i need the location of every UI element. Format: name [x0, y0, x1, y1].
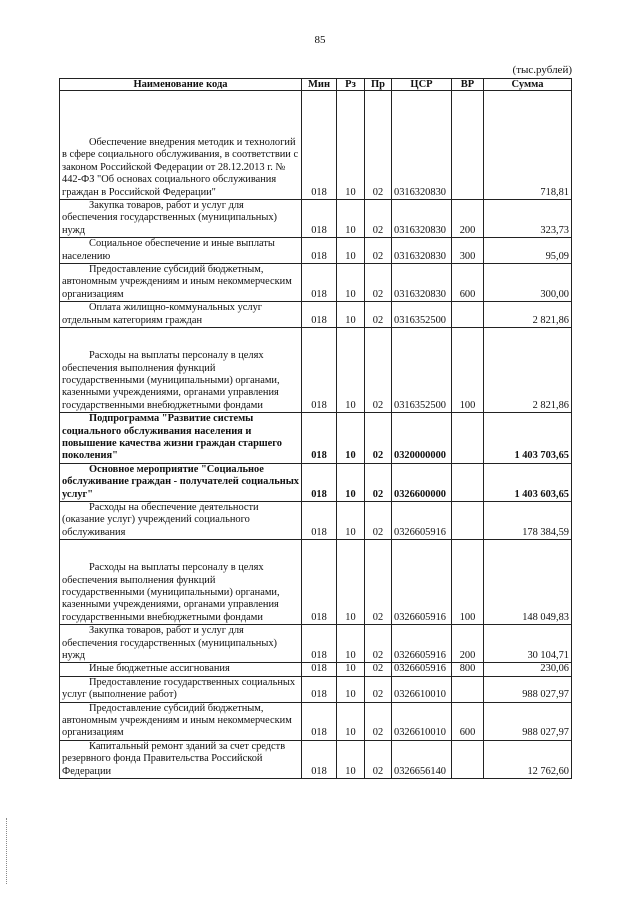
row-sum: 1 403 703,65 — [484, 413, 572, 464]
table-row — [60, 264, 572, 302]
row-csr: 0320000000 — [392, 413, 452, 464]
row-vr: 100 — [452, 540, 484, 625]
row-vr — [452, 91, 484, 200]
row-vr: 100 — [452, 328, 484, 413]
row-name: Подпрограмма "Развитие системы социального обслуживания населения и повышение качества жизни граждан старшего поколения" — [62, 413, 282, 462]
table-row — [60, 663, 572, 676]
row-name: Обеспечение внедрения методик и технологий в сфере социального обслуживания, в соответствии с законом Российской Федерации от 28.12.2013 г. № 442-ФЗ "Об основах социального обслуживания граждан в Российской Федерации" — [62, 137, 299, 198]
table-row — [60, 702, 572, 740]
row-pr: 02 — [365, 625, 392, 663]
row-rz: 10 — [337, 238, 365, 264]
header-min: Мин — [302, 79, 337, 91]
table-row — [60, 328, 572, 413]
row-rz: 10 — [337, 302, 365, 328]
table-row — [60, 91, 572, 200]
row-name: Социальное обеспечение и иные выплаты населению — [62, 238, 275, 262]
row-name: Основное мероприятие "Социальное обслуживание граждан - получателей социальных услуг" — [62, 463, 300, 500]
row-sum: 2 821,86 — [484, 328, 572, 413]
row-min: 018 — [302, 238, 337, 264]
header-rz: Рз — [337, 79, 365, 91]
row-vr: 800 — [452, 663, 484, 676]
row-sum: 30 104,71 — [484, 625, 572, 663]
budget-table — [59, 78, 572, 779]
row-min: 018 — [302, 264, 337, 302]
row-name: Расходы на обеспечение деятельности (оказание услуг) учреждений социального обслуживания — [62, 501, 259, 538]
row-csr: 0326610010 — [392, 676, 452, 702]
row-rz: 10 — [337, 540, 365, 625]
row-rz: 10 — [337, 463, 365, 501]
row-min: 018 — [302, 463, 337, 501]
row-name: Расходы на выплаты персоналу в целях обеспечения выполнения функций государственными (муниципальными) органами, казенными учреждениями, органами управления государственными внебюджетными фондами — [62, 350, 280, 411]
row-sum: 12 762,60 — [484, 740, 572, 778]
table-row — [60, 740, 572, 778]
row-vr: 600 — [452, 702, 484, 740]
row-name: Капитальный ремонт зданий за счет средств резервного фонда Правительства Российской Федерации — [62, 740, 286, 777]
table-row — [60, 238, 572, 264]
row-sum: 988 027,97 — [484, 676, 572, 702]
row-rz: 10 — [337, 200, 365, 238]
table-row — [60, 501, 572, 539]
header-name: Наименование кода — [60, 79, 302, 91]
row-min: 018 — [302, 625, 337, 663]
header-pr: Пр — [365, 79, 392, 91]
row-sum: 718,81 — [484, 91, 572, 200]
row-rz: 10 — [337, 625, 365, 663]
margin-scan-mark — [6, 818, 8, 884]
row-csr: 0326605916 — [392, 501, 452, 539]
row-csr: 0326605916 — [392, 663, 452, 676]
row-csr: 0316352500 — [392, 302, 452, 328]
row-sum: 988 027,97 — [484, 702, 572, 740]
row-name: Иные бюджетные ассигнования — [89, 663, 230, 675]
row-sum: 300,00 — [484, 264, 572, 302]
row-min: 018 — [302, 200, 337, 238]
row-pr: 02 — [365, 501, 392, 539]
table-row — [60, 302, 572, 328]
row-vr: 200 — [452, 200, 484, 238]
row-csr: 0326656140 — [392, 740, 452, 778]
row-rz: 10 — [337, 663, 365, 676]
row-sum: 2 821,86 — [484, 302, 572, 328]
table-row — [60, 540, 572, 625]
row-sum: 323,73 — [484, 200, 572, 238]
table-row — [60, 200, 572, 238]
row-min: 018 — [302, 540, 337, 625]
row-rz: 10 — [337, 91, 365, 200]
row-pr: 02 — [365, 463, 392, 501]
row-rz: 10 — [337, 413, 365, 464]
row-pr: 02 — [365, 663, 392, 676]
row-min: 018 — [302, 676, 337, 702]
row-vr — [452, 302, 484, 328]
header-sum: Сумма — [484, 79, 572, 91]
row-pr: 02 — [365, 740, 392, 778]
row-sum: 178 384,59 — [484, 501, 572, 539]
row-csr: 0326605916 — [392, 625, 452, 663]
row-pr: 02 — [365, 413, 392, 464]
row-min: 018 — [302, 91, 337, 200]
row-min: 018 — [302, 413, 337, 464]
row-csr: 0316352500 — [392, 328, 452, 413]
row-pr: 02 — [365, 540, 392, 625]
row-pr: 02 — [365, 91, 392, 200]
row-min: 018 — [302, 663, 337, 676]
table-row — [60, 413, 572, 464]
row-sum: 95,09 — [484, 238, 572, 264]
row-vr: 600 — [452, 264, 484, 302]
row-pr: 02 — [365, 264, 392, 302]
row-pr: 02 — [365, 302, 392, 328]
row-pr: 02 — [365, 702, 392, 740]
row-csr: 0316320830 — [392, 264, 452, 302]
row-rz: 10 — [337, 740, 365, 778]
header-vr: ВР — [452, 79, 484, 91]
row-csr: 0326600000 — [392, 463, 452, 501]
row-pr: 02 — [365, 200, 392, 238]
row-vr: 200 — [452, 625, 484, 663]
row-pr: 02 — [365, 676, 392, 702]
row-name: Закупка товаров, работ и услуг для обеспечения государственных (муниципальных) нужд — [62, 625, 278, 662]
units-note: (тыс.рублей) — [512, 64, 572, 76]
row-pr: 02 — [365, 328, 392, 413]
row-name: Предоставление субсидий бюджетным, автономным учреждениям и иным некоммерческим организациям — [62, 264, 292, 300]
table-header-row — [60, 79, 572, 91]
row-sum: 230,06 — [484, 663, 572, 676]
row-vr — [452, 501, 484, 539]
row-vr — [452, 740, 484, 778]
row-vr — [452, 463, 484, 501]
row-csr: 0316320830 — [392, 91, 452, 200]
row-rz: 10 — [337, 264, 365, 302]
row-rz: 10 — [337, 702, 365, 740]
row-min: 018 — [302, 501, 337, 539]
row-name: Предоставление государственных социальных услуг (выполнение работ) — [62, 676, 296, 701]
row-name: Оплата жилищно-коммунальных услуг отдельным категориям граждан — [62, 302, 263, 326]
row-vr — [452, 676, 484, 702]
row-csr: 0316320830 — [392, 238, 452, 264]
row-sum: 148 049,83 — [484, 540, 572, 625]
table-row — [60, 676, 572, 702]
row-name: Предоставление субсидий бюджетным, автономным учреждениям и иным некоммерческим организациям — [62, 702, 292, 739]
row-min: 018 — [302, 740, 337, 778]
row-min: 018 — [302, 302, 337, 328]
row-sum: 1 403 603,65 — [484, 463, 572, 501]
row-name: Расходы на выплаты персоналу в целях обеспечения выполнения функций государственными (муниципальными) органами, казенными учреждениями, органами управления государственными внебюджетными фондами — [62, 562, 280, 623]
table-row — [60, 463, 572, 501]
row-rz: 10 — [337, 501, 365, 539]
row-min: 018 — [302, 702, 337, 740]
row-rz: 10 — [337, 328, 365, 413]
table-row — [60, 625, 572, 663]
row-vr — [452, 413, 484, 464]
row-rz: 10 — [337, 676, 365, 702]
header-csr: ЦСР — [392, 79, 452, 91]
row-min: 018 — [302, 328, 337, 413]
row-pr: 02 — [365, 238, 392, 264]
page-number: 85 — [314, 34, 326, 46]
row-csr: 0316320830 — [392, 200, 452, 238]
row-vr: 300 — [452, 238, 484, 264]
row-csr: 0326610010 — [392, 702, 452, 740]
row-name: Закупка товаров, работ и услуг для обеспечения государственных (муниципальных) нужд — [62, 200, 278, 236]
row-csr: 0326605916 — [392, 540, 452, 625]
